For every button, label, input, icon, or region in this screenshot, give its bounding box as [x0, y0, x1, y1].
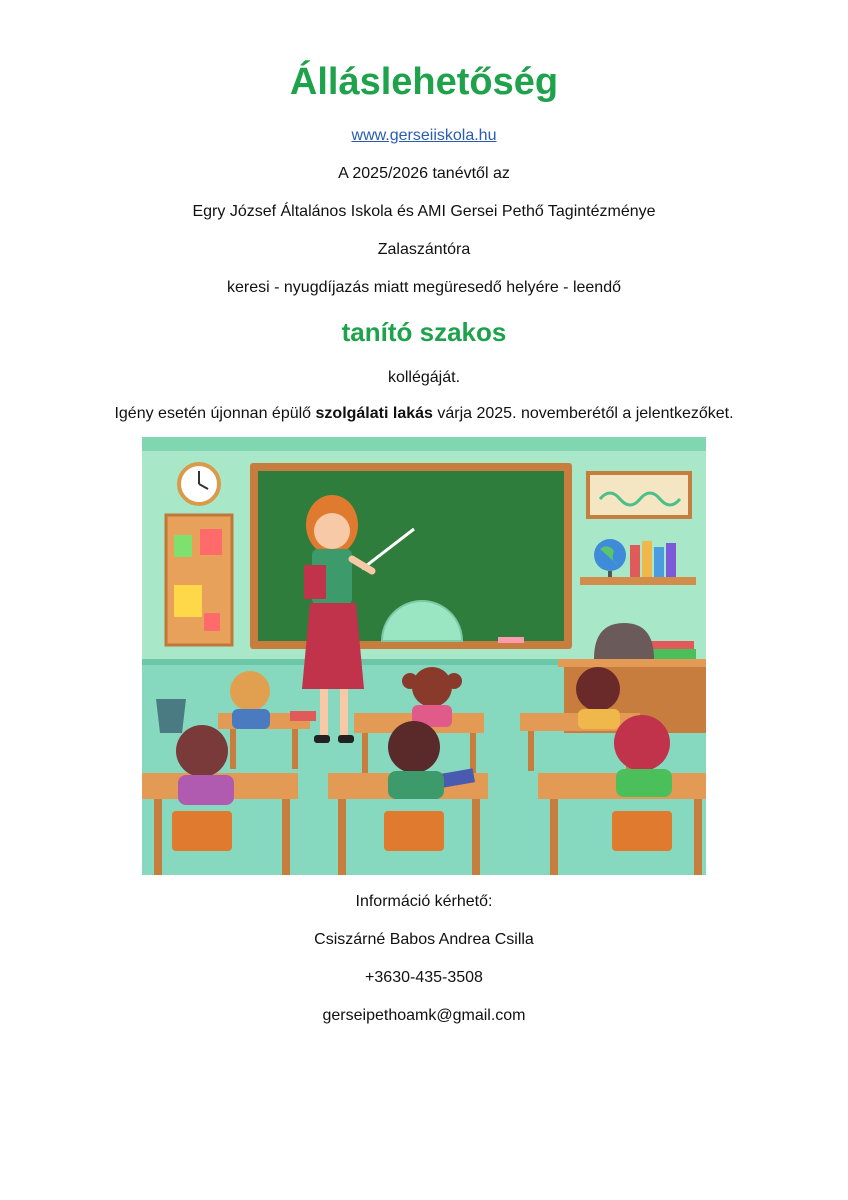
place-line: Zalaszántóra [377, 241, 471, 258]
housing-text-bold: szolgálati lakás [315, 405, 433, 422]
seeking-line: keresi - nyugdíjazás miatt megüresedő helyére - leendő [227, 279, 621, 296]
website-link[interactable]: www.gerseiiskola.hu [351, 127, 497, 144]
school-name-line: Egry József Általános Iskola és AMI Gersei Pethő Tagintézménye [192, 203, 656, 220]
classroom-illustration [142, 437, 706, 875]
contact-phone: +3630-435-3508 [365, 969, 483, 986]
chalkboard [250, 463, 572, 649]
website-line [0, 126, 848, 146]
position-title: tanító szakos [341, 317, 507, 347]
contact-email: gerseipethoamk@gmail.com [322, 1007, 526, 1024]
corkboard [166, 515, 232, 645]
school-year-line: A 2025/2026 tanévtől az [338, 165, 510, 182]
page-title: Álláslehetőség [289, 61, 559, 103]
wall-picture [588, 473, 690, 517]
housing-text-before: Igény esetén újonnan épülő [114, 405, 316, 422]
housing-text-after: várja 2025. novemberétől a jelentkezőket. [432, 405, 734, 422]
housing-line [0, 404, 848, 424]
contact-heading: Információ kérhető: [355, 893, 493, 910]
clock-icon [179, 464, 219, 504]
colleague-line: kollégáját. [387, 369, 461, 386]
contact-name: Csiszárné Babos Andrea Csilla [314, 931, 534, 948]
